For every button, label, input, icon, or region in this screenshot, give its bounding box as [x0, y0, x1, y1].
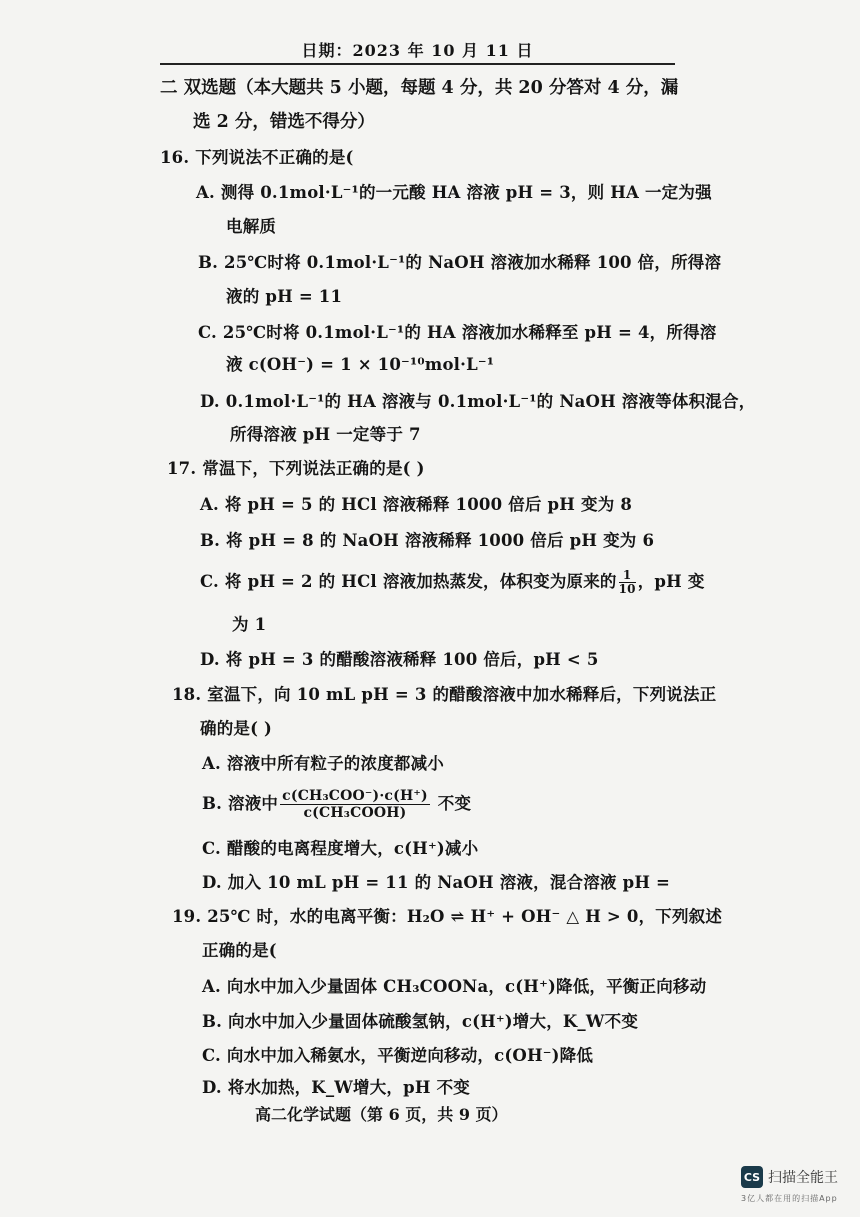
- q16-option-d-line-2: 所得溶液 pH 一定等于 7: [230, 425, 421, 444]
- ratio-fraction: [280, 788, 430, 821]
- q16-option-c-line-1: C. 25℃时将 0.1mol·L⁻¹的 HA 溶液加水稀释至 pH = 4，所得溶: [198, 323, 717, 342]
- q17-option-d: D. 将 pH = 3 的醋酸溶液稀释 100 倍后，pH < 5: [200, 650, 599, 669]
- q18-option-b-suffix: 不变: [437, 794, 472, 813]
- q18-option-c: C. 醋酸的电离程度增大，c(H⁺)减小: [202, 839, 479, 858]
- scanner-tagline: 3亿人都在用的扫描App: [741, 1194, 838, 1203]
- q16-option-b-line-1: B. 25℃时将 0.1mol·L⁻¹的 NaOH 溶液加水稀释 100 倍，所得溶: [198, 253, 722, 272]
- fraction-denominator: 10: [618, 582, 636, 596]
- q16-option-b-line-2: 液的 pH = 11: [226, 287, 343, 306]
- scanner-app-name: 扫描全能王: [768, 1170, 838, 1186]
- ratio-denominator: c(CH₃COOH): [303, 805, 407, 821]
- q19-option-c: C. 向水中加入稀氨水，平衡逆向移动，c(OH⁻)降低: [202, 1046, 594, 1065]
- scanner-watermark: [741, 1166, 838, 1188]
- fraction-numerator: 1: [619, 569, 636, 583]
- page-footer: 高二化学试题（第 6 页，共 9 页）: [255, 1105, 508, 1124]
- q17-option-c-line-1: [200, 569, 705, 596]
- fraction-one-tenth: [619, 569, 636, 596]
- q17-option-c-suffix: ，pH 变: [637, 572, 705, 591]
- q19-stem-line-2: 正确的是(: [202, 941, 277, 960]
- camscanner-logo-icon: CS: [741, 1166, 763, 1188]
- q17-option-c-line-2: 为 1: [232, 615, 267, 634]
- q18-option-d: D. 加入 10 mL pH = 11 的 NaOH 溶液，混合溶液 pH =: [202, 873, 671, 892]
- q16-option-a-line-2: 电解质: [226, 217, 277, 236]
- q18-option-b-text: B. 溶液中: [202, 794, 279, 813]
- section-title-line-1: 二 双选题（本大题共 5 小题，每题 4 分，共 20 分答对 4 分，漏: [160, 78, 679, 98]
- q17-option-b: B. 将 pH = 8 的 NaOH 溶液稀释 1000 倍后 pH 变为 6: [200, 531, 655, 550]
- q17-option-a: A. 将 pH = 5 的 HCl 溶液稀释 1000 倍后 pH 变为 8: [200, 495, 633, 514]
- q18-stem-line-2: 确的是( ): [200, 719, 273, 738]
- q18-option-b: [202, 788, 471, 821]
- q16-option-d-line-1: D. 0.1mol·L⁻¹的 HA 溶液与 0.1mol·L⁻¹的 NaOH 溶液等体积混合，: [200, 392, 756, 411]
- date-header: 日期：2023 年 10 月 11 日: [301, 41, 534, 60]
- q16-stem: 16. 下列说法不正确的是(: [160, 148, 354, 167]
- header-rule: [160, 63, 675, 65]
- q16-option-c-line-2: 液 c(OH⁻) = 1 × 10⁻¹⁰mol·L⁻¹: [226, 355, 495, 374]
- q19-stem-line-1: 19. 25℃ 时，水的电离平衡：H₂O ⇌ H⁺ + OH⁻ △ H > 0，下列叙述: [172, 907, 723, 926]
- ratio-numerator: c(CH₃COO⁻)·c(H⁺): [282, 788, 428, 804]
- q18-stem-line-1: 18. 室温下，向 10 mL pH = 3 的醋酸溶液中加水稀释后，下列说法正: [172, 685, 717, 704]
- section-title-line-2: 选 2 分，错选不得分）: [193, 112, 375, 132]
- q19-option-b: B. 向水中加入少量固体硫酸氢钠，c(H⁺)增大，K_W不变: [202, 1012, 639, 1031]
- q17-option-c-text: C. 将 pH = 2 的 HCl 溶液加热蒸发，体积变为原来的: [200, 572, 617, 591]
- q18-option-a: A. 溶液中所有粒子的浓度都减小: [202, 754, 444, 773]
- q19-option-d: D. 将水加热，K_W增大，pH 不变: [202, 1078, 471, 1097]
- q19-option-a: A. 向水中加入少量固体 CH₃COONa，c(H⁺)降低，平衡正向移动: [202, 977, 707, 996]
- q16-option-a-line-1: A. 测得 0.1mol·L⁻¹的一元酸 HA 溶液 pH = 3，则 HA 一定为强: [196, 183, 712, 202]
- q17-stem: 17. 常温下，下列说法正确的是( ): [167, 459, 425, 478]
